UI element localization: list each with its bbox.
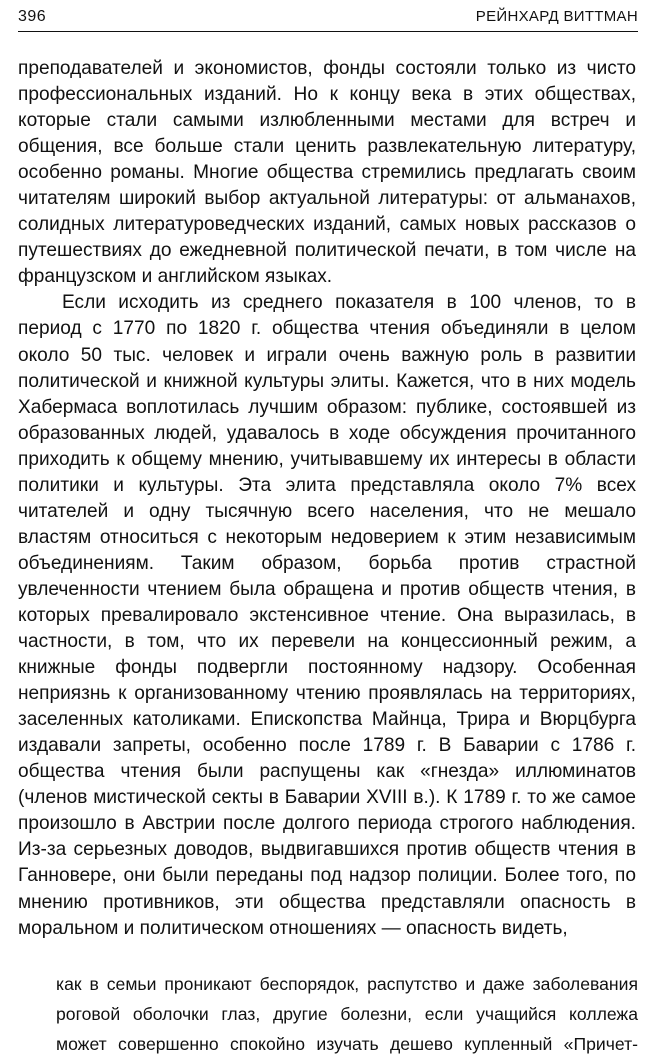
page-header <box>18 6 638 32</box>
paragraph-continuation: преподавателей и экономистов, фонды состояли только из чисто профессиональных изданий. Но к концу века в этих обществах, которые стали самыми излюбленными местами для встреч и общения, все больше стали ценить развлекательную литературу, особенно романы. Многие общества стремились предлагать своим читателям широкий выбор актуальной литературы: от альманахов, солидных литературоведческих изданий, самых новых рассказов о путешествиях до ежедневной политической печати, в том числе на французском и английском языках. <box>18 58 636 288</box>
block-quote: как в семьи проникают беспорядок, распутство и даже заболевания роговой оболочки глаз, другие болезни, если учащийся коллежа может совершенно спокойно изучать дешево купленный «Причет- <box>56 974 638 1054</box>
main-text <box>18 56 636 942</box>
paragraph-reading-societies: Если исходить из среднего показателя в 100 членов, то в период с 1770 по 1820 г. общества чтения объединяли в целом около 50 тыс. человек и играли очень важную роль в развитии политической и книжной культуры элиты. Кажется, что в них модель Хабермаса воплотилась лучшим образом: публике, состоявшей из образованных людей, удавалось в ходе обсуждения прочитанного приходить к общему мнению, учитывавшему их интересы в области политики и культуры. Эта элита представляла около 7% всех читателей и одну тысячную всего населения, что не мешало властям относиться с некоторым недоверием к этим независимым объединениям. Таким образом, борьба против страстной увлеченности чтением была обращена и против обществ чтения, в которых превалировало экстенсивное чтение. Она выразилась, в частности, в том, что их перевели на концессионный режим, а книжные фонды подвергли постоянному надзору. Особенная неприязнь к организованному чтению проявлялась на территориях, заселенных католиками. Епископства Майнца, Трира и Вюрцбурга издавали запреты, особенно после 1789 г. В Баварии с 1786 г. общества чтения были распущены как «гнезда» иллюминатов (членов мистической секты в Баварии XVIII в.). К 1789 г. то же самое произошло в Австрии после долгого периода строгого наблюдения. Из-за серьезных доводов, выдвигавшихся против обществ чтения в Ганновере, они были переданы под надзор полиции. Более того, по мнению противников, эти общества представляли опасность в моральном и политическом отношениях — опасность видеть, <box>18 292 636 939</box>
running-head-author: РЕЙНХАРД ВИТТМАН <box>475 8 638 25</box>
header-rule <box>18 31 638 32</box>
page-number: 396 <box>18 8 47 25</box>
